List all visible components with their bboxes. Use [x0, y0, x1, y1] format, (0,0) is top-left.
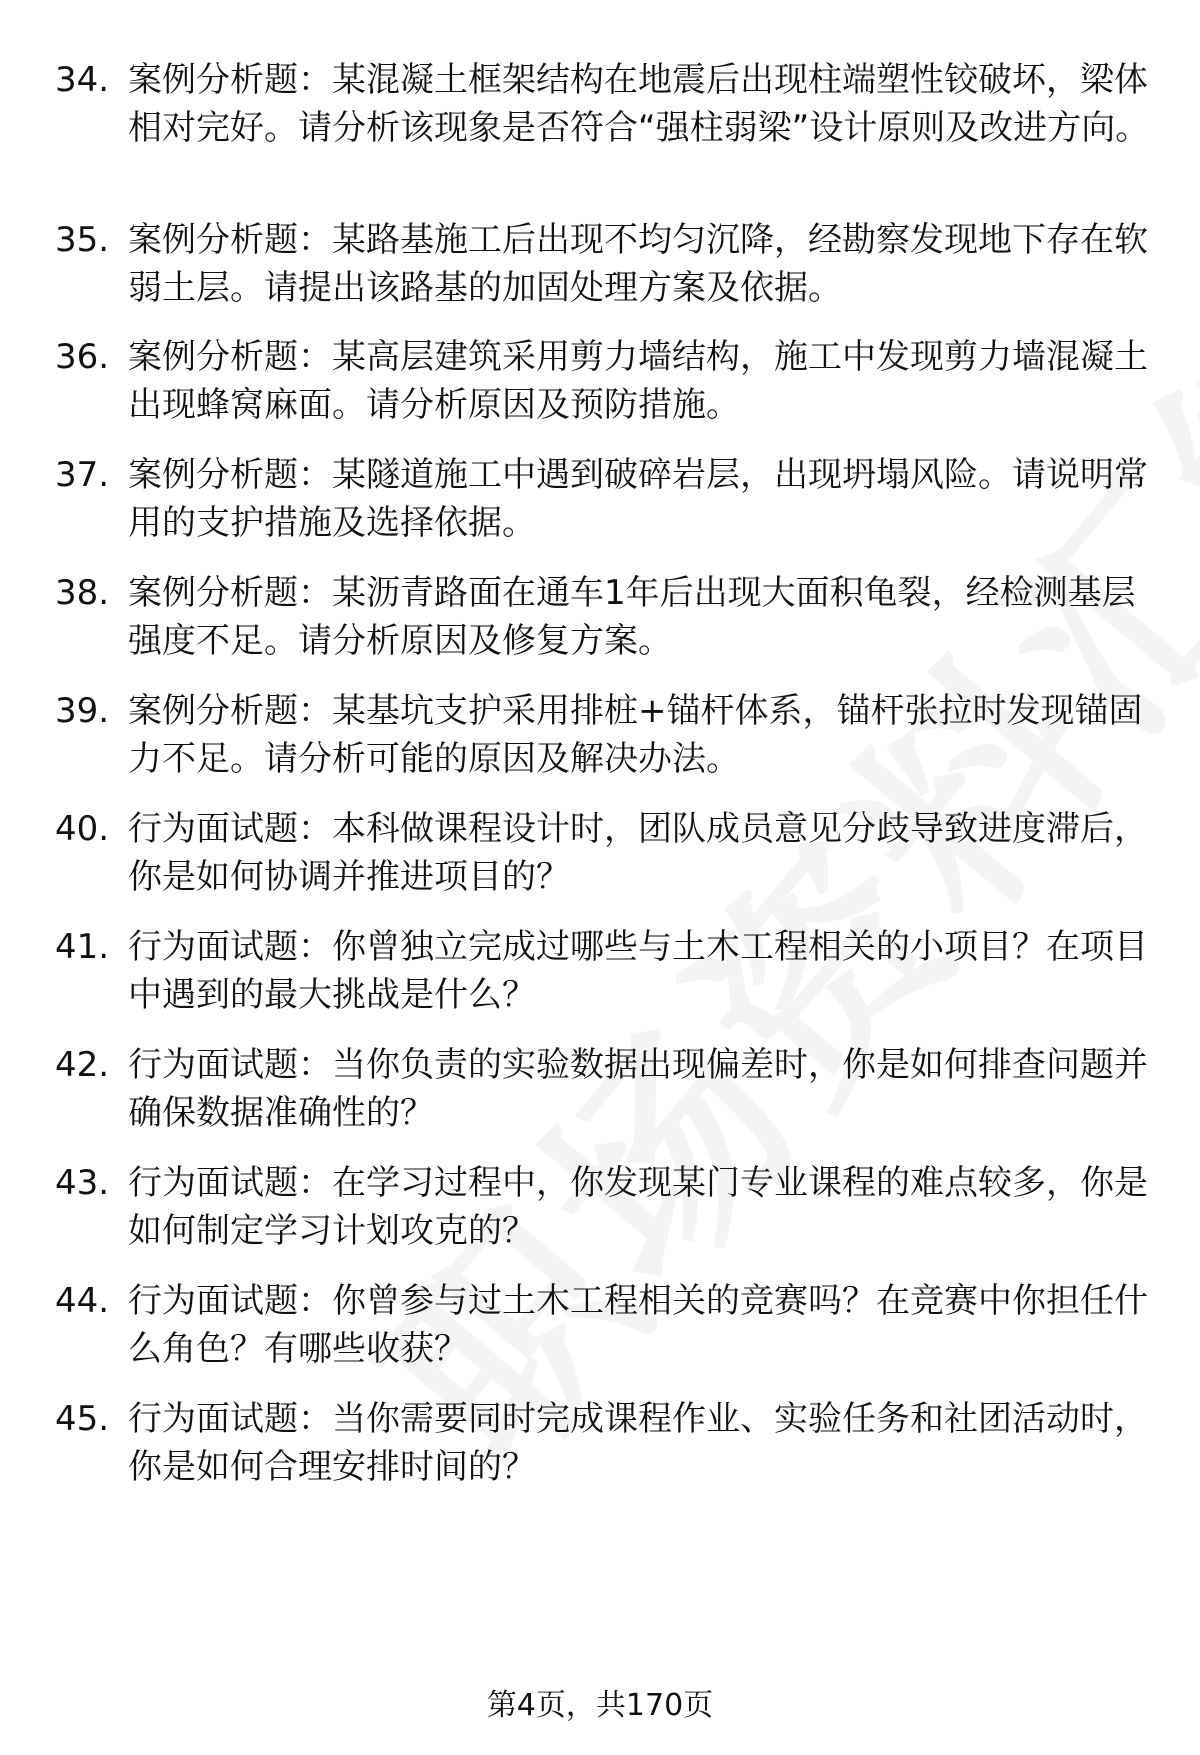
question-text: 行为面试题：当你负责的实验数据出现偏差时，你是如何排查问题并确保数据准确性的？	[128, 1045, 1148, 1133]
question-number: 36.	[55, 337, 110, 377]
question-text: 行为面试题：本科做课程设计时，团队成员意见分歧导致进度滞后，你是如何协调并推进项目的？	[128, 809, 1148, 897]
question-number: 40.	[55, 809, 110, 849]
question-number: 35.	[55, 220, 110, 260]
question-text: 案例分析题：某沥青路面在通车1年后出现大面积龟裂，经检测基层强度不足。请分析原因及修复方案。	[128, 573, 1136, 661]
question-text: 案例分析题：某高层建筑采用剪力墙结构，施工中发现剪力墙混凝土出现蜂窝麻面。请分析原因及预防措施。	[128, 337, 1148, 425]
question-text: 案例分析题：某隧道施工中遇到破碎岩层，出现坍塌风险。请说明常用的支护措施及选择依据。	[128, 455, 1148, 543]
question-number: 37.	[55, 455, 110, 495]
question-number: 41.	[55, 927, 110, 967]
question-number: 38.	[55, 573, 110, 613]
question-text: 行为面试题：你曾参与过土木工程相关的竞赛吗？在竞赛中你担任什么角色？有哪些收获？	[128, 1281, 1148, 1369]
page-footer: 第4页，共170页	[486, 1688, 714, 1723]
question-number: 42.	[55, 1045, 110, 1085]
question-number: 43.	[55, 1163, 110, 1203]
question-text: 案例分析题：某基坑支护采用排桩+锚杆体系，锚杆张拉时发现锚固力不足。请分析可能的原因及解决办法。	[128, 691, 1143, 779]
question-number: 39.	[55, 691, 110, 731]
question-number: 34.	[55, 60, 110, 100]
question-text: 案例分析题：某路基施工后出现不均匀沉降，经勘察发现地下存在软弱土层。请提出该路基的加固处理方案及依据。	[128, 220, 1148, 308]
question-text: 行为面试题：当你需要同时完成课程作业、实验任务和社团活动时，你是如何合理安排时间的？	[128, 1399, 1148, 1487]
question-text: 行为面试题：你曾独立完成过哪些与土木工程相关的小项目？在项目中遇到的最大挑战是什么？	[128, 927, 1148, 1015]
question-number: 44.	[55, 1281, 110, 1321]
question-text: 行为面试题：在学习过程中，你发现某门专业课程的难点较多，你是如何制定学习计划攻克的？	[128, 1163, 1148, 1251]
question-number: 45.	[55, 1399, 110, 1439]
question-text: 案例分析题：某混凝土框架结构在地震后出现柱端塑性铰破坏，梁体相对完好。请分析该现象是否符合“强柱弱梁”设计原则及改进方向。	[128, 60, 1150, 148]
